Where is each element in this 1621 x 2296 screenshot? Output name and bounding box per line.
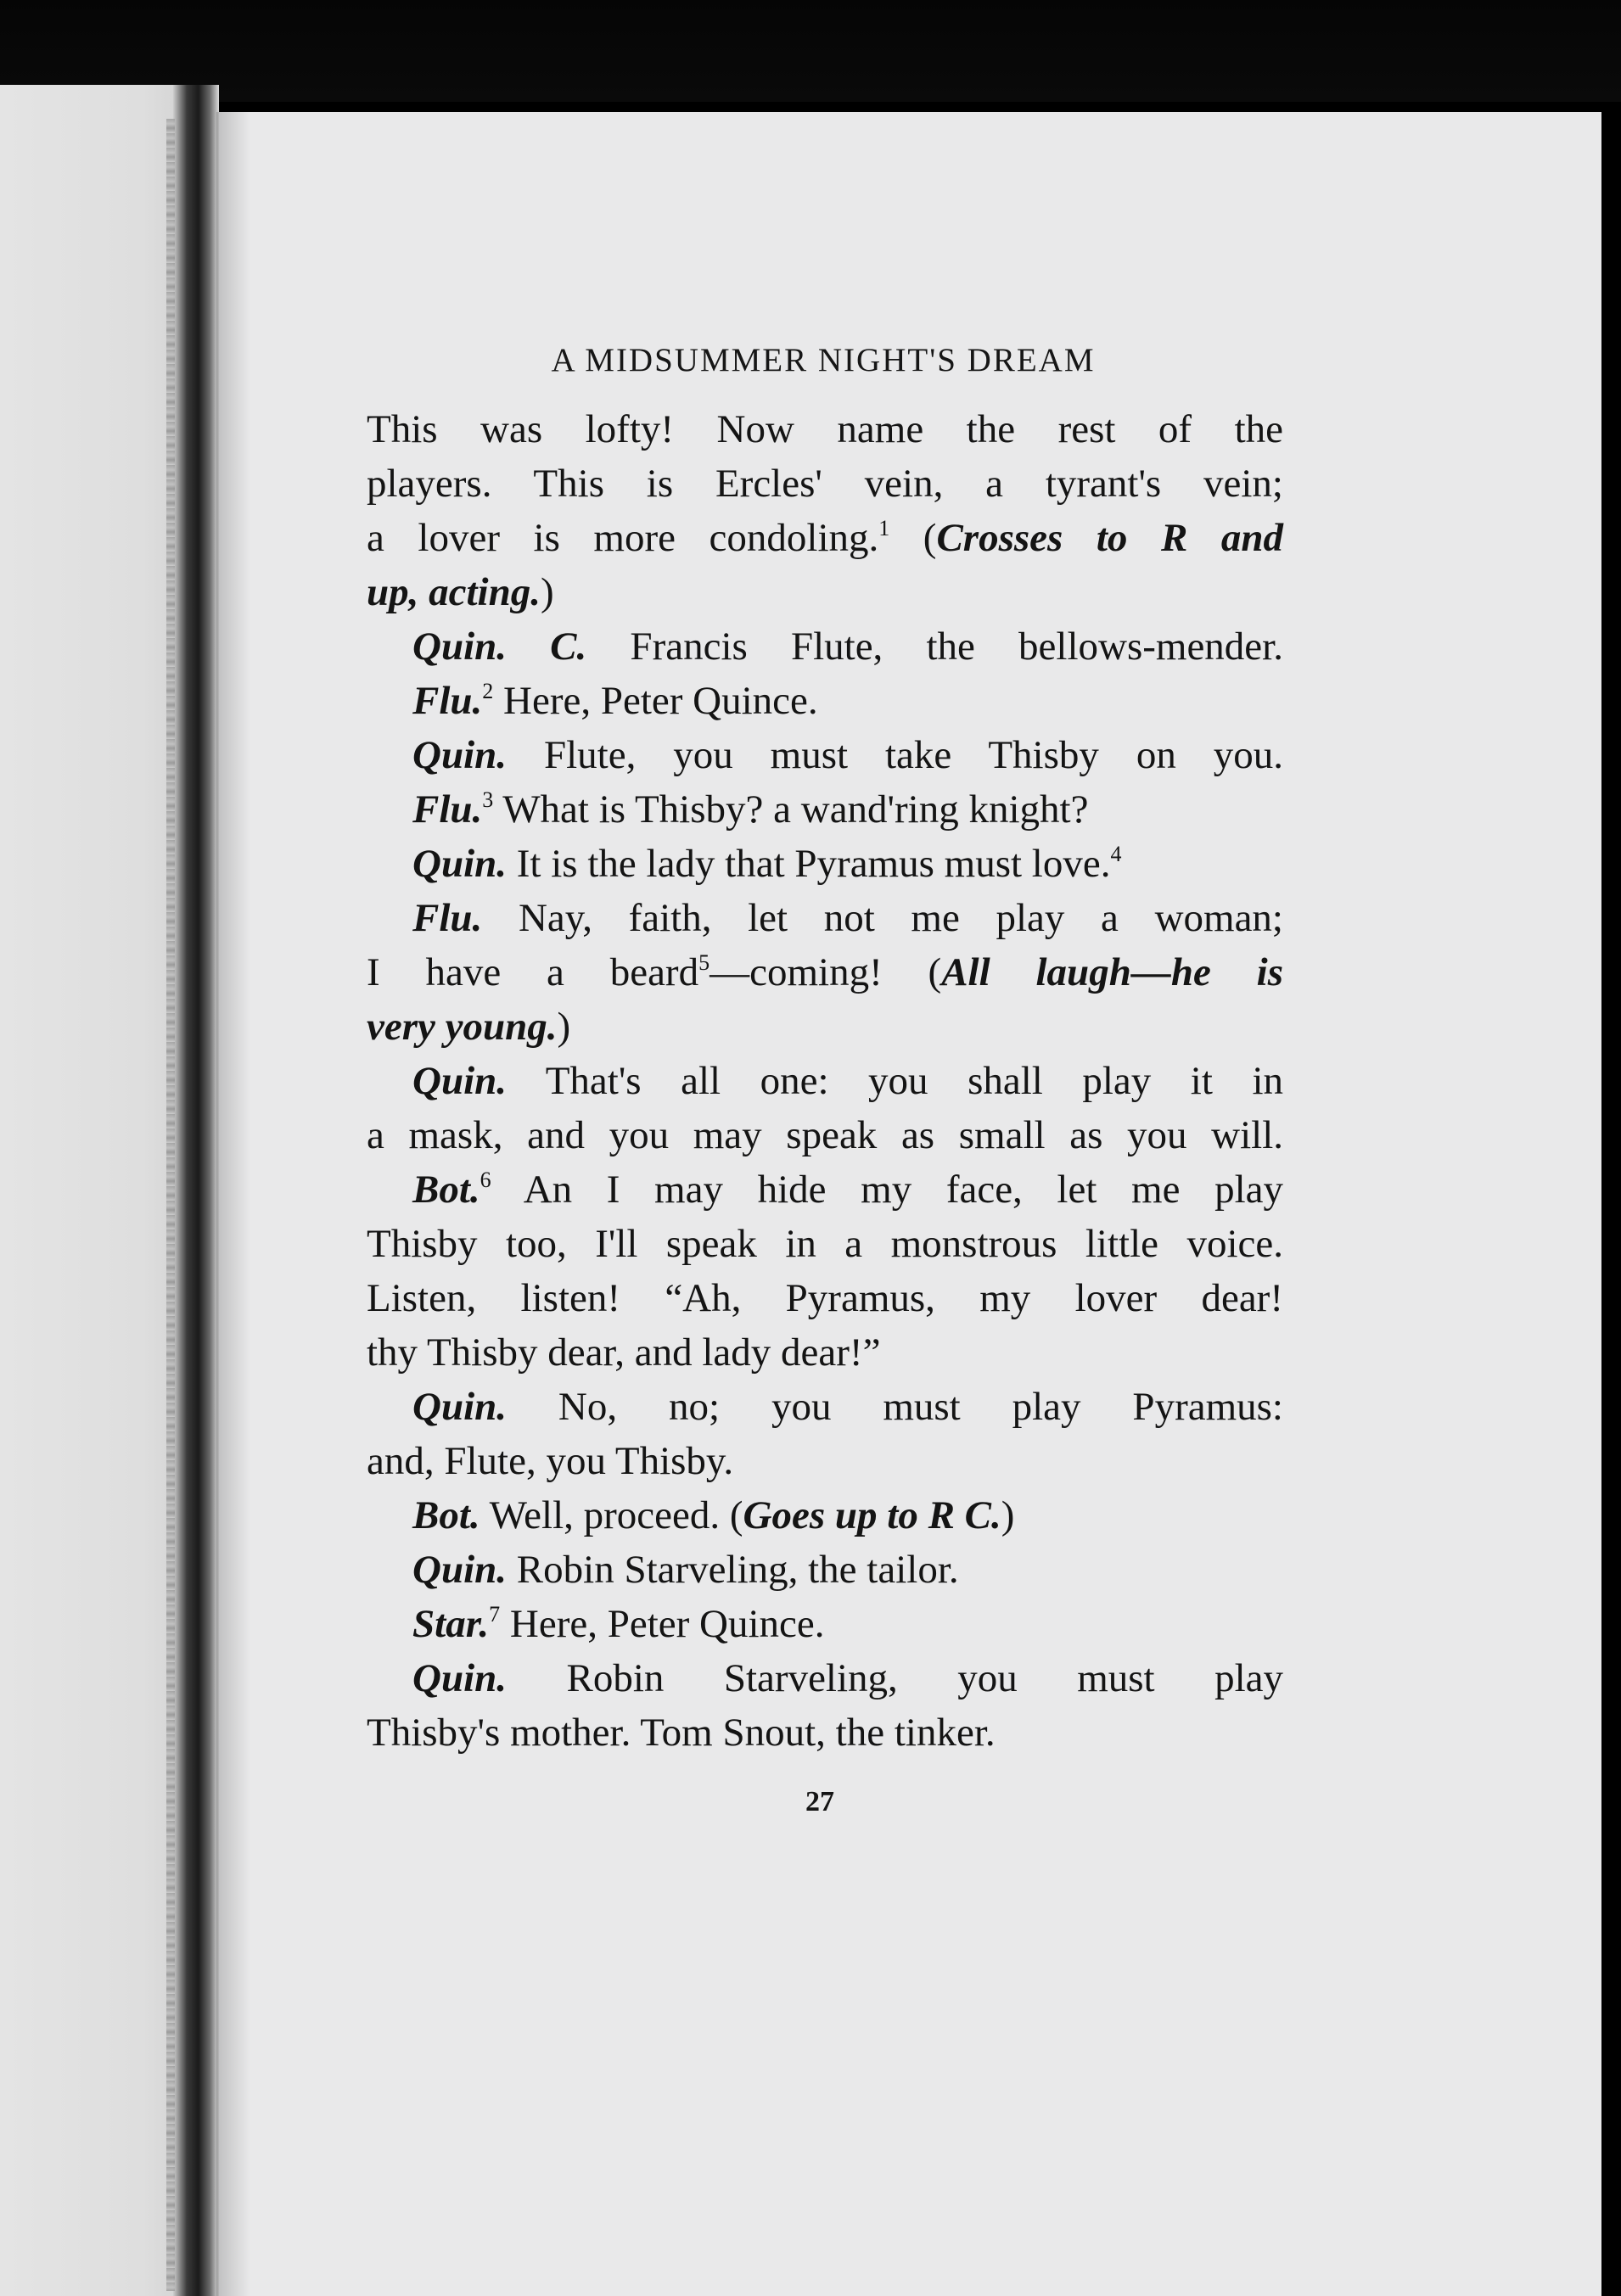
speech: Flu.$^2$ Here, Peter Quince. (412, 679, 818, 723)
speaker-name: Quin. (412, 1656, 508, 1700)
speaker-name: Bot. (412, 1168, 480, 1212)
speaker-name: Flu. (412, 896, 483, 940)
stage-direction: Goes up to R C. (743, 1493, 1001, 1537)
footnote-ref: 1 (878, 516, 890, 540)
text-line: a lover is more condoling.$^1$ (Crosses to R and (367, 516, 1283, 560)
text-line: a mask, and you may speak as small as you will. (367, 1113, 1283, 1157)
speaker-name: Flu. (412, 787, 483, 832)
footnote-ref: 2 (482, 679, 494, 703)
speaker-name: Quin. (412, 733, 508, 777)
speaker-name: Flu. (412, 679, 483, 723)
speech: Flu.$^3$ What is Thisby? a wand'ring knight? (412, 787, 1089, 832)
speaker-name: Star. (412, 1602, 490, 1646)
speech: Quin. That's all one: you shall play it in (412, 1059, 1283, 1103)
speech: Bot.$^6$ An I may hide my face, let me play (412, 1168, 1283, 1212)
speaker-name: Quin. (412, 1548, 508, 1592)
footnote-ref: 7 (489, 1602, 501, 1627)
text-line: Thisby's mother. Tom Snout, the tinker. (367, 1711, 996, 1755)
speech: Quin. C. Francis Flute, the bellows-mender. (412, 624, 1283, 669)
page-number: 27 (805, 1786, 834, 1817)
text-line: This was lofty! Now name the rest of the (367, 407, 1283, 451)
speech: Quin. Robin Starveling, you must play (412, 1656, 1283, 1700)
text-line: and, Flute, you Thisby. (367, 1439, 734, 1483)
text-line: thy Thisby dear, and lady dear!” (367, 1330, 881, 1375)
page-edge-stack (166, 119, 175, 2291)
text-line: Thisby too, I'll speak in a monstrous little voice. (367, 1222, 1283, 1266)
text-line: Listen, listen! “Ah, Pyramus, my lover dear! (367, 1276, 1283, 1320)
speech: Quin. No, no; you must play Pyramus: (412, 1385, 1283, 1429)
stage-direction: Crosses to R and (936, 516, 1283, 560)
speech: Bot. Well, proceed. (Goes up to R C.) (412, 1493, 1015, 1537)
running-head: A MIDSUMMER NIGHT'S DREAM (551, 342, 1096, 378)
stage-direction: up, acting. (367, 570, 541, 614)
stage-direction: All laugh—he is (941, 950, 1284, 994)
book-spine (173, 85, 219, 2296)
text-line: up, acting.) (367, 570, 554, 614)
gutter-shadow (216, 112, 250, 2296)
speech: Quin. Flute, you must take Thisby on you. (412, 733, 1283, 777)
speaker-name: Quin. C. (412, 624, 587, 669)
footnote-ref: 4 (1110, 842, 1122, 866)
footnote-ref: 3 (482, 787, 494, 812)
speaker-name: Quin. (412, 1385, 508, 1429)
speech: Quin. Robin Starveling, the tailor. (412, 1548, 959, 1592)
speech: Quin. It is the lady that Pyramus must love.$^4$ (412, 842, 1122, 886)
text-line: players. This is Ercles' vein, a tyrant's vein; (367, 462, 1283, 506)
speaker-name: Bot. (412, 1493, 480, 1537)
stage-direction: very young. (367, 1005, 558, 1049)
speech: Flu. Nay, faith, let not me play a woman; (412, 896, 1283, 940)
scan-background (0, 0, 1621, 102)
play-text (367, 402, 1283, 1760)
text-line: very young.) (367, 1005, 571, 1049)
speaker-name: Quin. (412, 1059, 508, 1103)
speaker-name: Quin. (412, 842, 508, 886)
footnote-ref: 5 (698, 950, 710, 975)
speech: Star.$^7$ Here, Peter Quince. (412, 1602, 825, 1646)
footnote-ref: 6 (480, 1168, 491, 1192)
text-line: I have a beard$^5$—coming! (All laugh—he is (367, 950, 1284, 994)
